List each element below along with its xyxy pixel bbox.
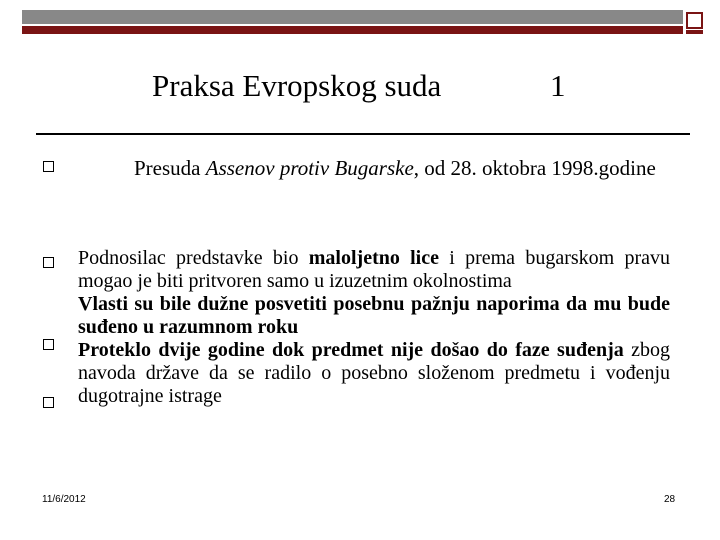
intro-suffix: , od 28. oktobra 1998.godine <box>413 156 656 180</box>
header-gray-stripe <box>22 10 683 26</box>
case-name: Assenov protiv Bugarske <box>205 156 414 180</box>
hollow-square-bullet-icon <box>43 257 54 268</box>
list-item-emphasis: maloljetno lice <box>308 247 439 269</box>
slide-title <box>0 68 720 108</box>
slide-title-number: 1 <box>550 68 566 103</box>
list-item-text: i prema bugarskom pravu mogao je biti pritvoren samo u izuzetnim okolnostima <box>78 247 670 292</box>
header-corner-square <box>686 12 703 29</box>
list-item <box>78 293 670 339</box>
hollow-square-bullet-icon <box>43 397 54 408</box>
hollow-square-bullet-icon <box>43 161 54 172</box>
bullet-list <box>78 247 670 408</box>
list-item-text: Vlasti su bile dužne posvetiti posebnu pažnju naporima da mu bude suđeno u razumnom roku <box>78 293 670 338</box>
list-item <box>78 339 670 408</box>
header-decoration-bar <box>22 10 683 34</box>
footer-page-number: 28 <box>664 494 676 505</box>
footer-date: 11/6/2012 <box>42 494 86 505</box>
list-item-text: Podnosilac predstavke bio <box>78 247 309 269</box>
header-corner-accent <box>686 30 703 34</box>
intro-paragraph <box>78 154 670 182</box>
list-item-emphasis: Proteklo dvije godine dok predmet nije došao do faze suđenja <box>78 339 624 361</box>
intro-prefix: Presuda <box>134 156 206 180</box>
list-item <box>78 247 670 293</box>
list-item-text: zbog navoda države da se radilo o posebno složenom predmetu i vođenju dugotrajne istrage <box>78 339 670 407</box>
title-divider <box>36 133 690 135</box>
hollow-square-bullet-icon <box>43 339 54 350</box>
slide-title-text: Praksa Evropskog suda <box>152 68 442 103</box>
